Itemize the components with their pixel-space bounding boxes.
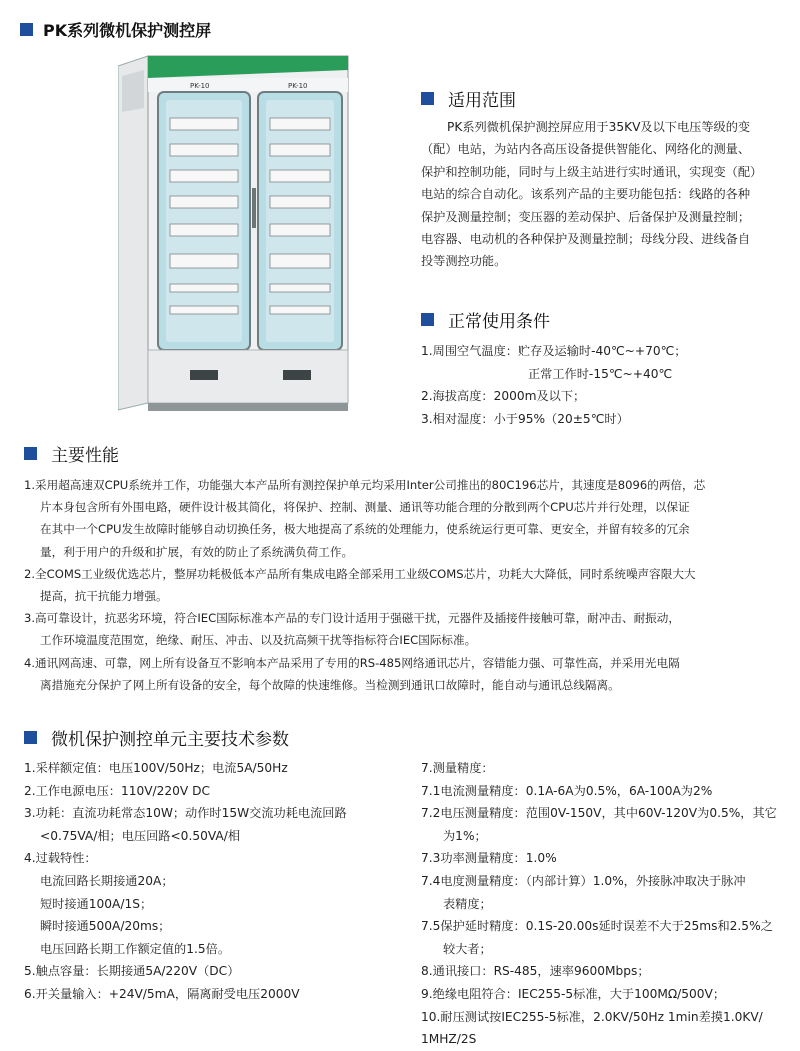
performance-line: 1.采用超高速双CPU系统并工作，功能强大本产品所有测控保护单元均采用Inter公司推出的80C196芯片，其速度是8096的两倍，芯	[24, 478, 706, 492]
params-right-item: 7.5保护延时精度：0.1S-20.00s延时误差不大于25ms和2.5%之	[421, 919, 773, 934]
scope-paragraph	[421, 116, 791, 273]
performance-line: 在其中一个CPU发生故障时能够自动切换任务，极大地提高了系统的处理能力，使系统运行更可靠、更安全，并留有较多的冗余	[40, 522, 690, 537]
scope-line: PK系列微机保护测控屏应用于35KV及以下电压等级的变	[447, 120, 751, 134]
params-right-item: 表精度；	[443, 896, 492, 911]
scope-line: 保护及测量控制；变压器的差动保护、后备保护及测量控制；	[421, 209, 751, 224]
page-title-block	[20, 18, 211, 41]
performance-line: 提高，抗干抗能力增强。	[40, 589, 168, 604]
performance-list	[24, 474, 794, 696]
conditions-list	[421, 340, 791, 430]
params-left-item: 瞬时接通500A/20ms；	[40, 919, 171, 934]
params-left-item: 电压回路长期工作额定值的1.5倍。	[40, 941, 231, 956]
performance-line: 离措施充分保护了网上所有设备的安全，每个故障的快速维修。当检测到通讯口故障时，能自动与通讯总线隔离。	[40, 677, 620, 692]
performance-heading-block	[24, 441, 119, 466]
performance-line: 片本身包含所有外围电路，硬件设计极其简化，将保护、控制、测量、通讯等功能合理的分散到两个CPU芯片并行处理，以保证	[40, 500, 690, 515]
params-left-item: 4.过载特性：	[24, 851, 97, 866]
scope-heading-block	[421, 86, 516, 111]
performance-marker-icon	[24, 447, 37, 460]
params-right-item: 1MHZ/2S	[421, 1032, 477, 1047]
params-left-item: 1.采样额定值：电压100V/50Hz；电流5A/50Hz	[24, 761, 288, 775]
params-right-item: 7.2电压测量精度：范围0V-150V，其中60V-120V为0.5%，其它	[421, 806, 777, 821]
params-left-item: 5.触点容量：长期接通5A/220V（DC）	[24, 964, 240, 979]
performance-line: 量，利于用户的升级和扩展，有效的防止了系统满负荷工作。	[40, 544, 354, 559]
scope-line: 电站的综合自动化。该系列产品的主要功能包括：线路的各种	[421, 187, 751, 202]
params-left-item: <0.75VA/相；电压回路<0.50VA/相	[40, 828, 241, 843]
conditions-marker-icon	[421, 313, 434, 326]
params-right-item: 7.3功率测量精度：1.0%	[421, 851, 557, 866]
params-right-list	[421, 757, 793, 1051]
scope-line: （配）电站，为站内各高压设备提供智能化、网络化的测量、	[421, 142, 751, 157]
params-right-item: 7.1电流测量精度：0.1A-6A为0.5%，6A-100A为2%	[421, 783, 713, 798]
cabinet-label-left: PK-10	[190, 82, 210, 90]
params-right-item: 较大者；	[443, 941, 492, 956]
conditions-item: 正常工作时-15℃~+40℃	[528, 366, 673, 381]
params-left-item: 2.工作电源电压：110V/220V DC	[24, 783, 211, 798]
performance-item	[24, 652, 794, 696]
params-heading: 微机保护测控单元主要技术参数	[51, 730, 289, 750]
scope-line: 电容器、电动机的各种保护及测量控制；母线分段、进线备自	[421, 232, 751, 247]
conditions-heading: 正常使用条件	[448, 312, 550, 332]
params-right-item: 9.绝缘电阻符合：IEC255-5标准，大于100MΩ/500V；	[421, 986, 726, 1001]
params-right-item: 为1%；	[443, 828, 487, 843]
params-right-item: 7.4电度测量精度：（内部计算）1.0%，外接脉冲取决于脉冲	[421, 873, 746, 888]
params-marker-icon	[24, 731, 37, 744]
performance-item	[24, 607, 794, 651]
scope-line: 投等测控功能。	[421, 254, 507, 269]
performance-line: 3.高可靠设计，抗恶劣环境，符合IEC国际标准本产品的专门设计适用于强磁干扰，元器件及插接件接触可靠，耐冲击、耐振动，	[24, 611, 680, 626]
params-heading-block	[24, 725, 289, 750]
performance-item	[24, 474, 794, 563]
params-left-item: 3.功耗：直流功耗常态10W；动作时15W交流功耗电流回路	[24, 806, 347, 821]
performance-heading: 主要性能	[51, 446, 119, 466]
conditions-item: 1.周围空气温度：贮存及运输时-40℃~+70℃；	[421, 344, 687, 358]
cabinet-image	[118, 48, 353, 418]
params-right-item: 7.测量精度：	[421, 761, 494, 775]
performance-item	[24, 563, 794, 607]
performance-line: 工作环境温度范围宽，绝缘、耐压、冲击、以及抗高频干扰等指标符合IEC国际标准。	[40, 633, 477, 648]
performance-line: 2.全COMS工业级优选芯片，整屏功耗极低本产品所有集成电路全部采用工业级COMS芯片，功耗大大降低，同时系统噪声容限大大	[24, 566, 696, 581]
scope-marker-icon	[421, 92, 434, 105]
performance-line: 4.通讯网高速、可靠，网上所有设备互不影响本产品采用了专用的RS-485网络通讯芯片，容错能力强、可靠性高，并采用光电隔	[24, 655, 680, 670]
params-left-list	[24, 757, 404, 1006]
params-left-item: 电流回路长期接通20A；	[40, 873, 174, 888]
conditions-item: 2.海拔高度：2000m及以下；	[421, 389, 586, 404]
scope-line: 保护和控制功能，同时与上级主站进行实时通讯，实现变（配）	[421, 164, 763, 179]
page-title: PK系列微机保护测控屏	[43, 21, 212, 40]
params-right-item: 8.通讯接口：RS-485，速率9600Mbps；	[421, 964, 650, 979]
cabinet-label-right: PK-10	[288, 82, 308, 90]
params-left-item: 短时接通100A/1S；	[40, 896, 153, 911]
title-marker-icon	[20, 23, 33, 36]
conditions-item: 3.相对湿度：小于95%（20±5℃时）	[421, 411, 629, 426]
params-right-item: 10.耐压测试按IEC255-5标准，2.0KV/50Hz 1min差摸1.0KV/	[421, 1009, 763, 1024]
conditions-heading-block	[421, 307, 550, 332]
scope-heading: 适用范围	[448, 91, 516, 111]
params-left-item: 6.开关量输入：+24V/5mA，隔离耐受电压2000V	[24, 986, 300, 1001]
